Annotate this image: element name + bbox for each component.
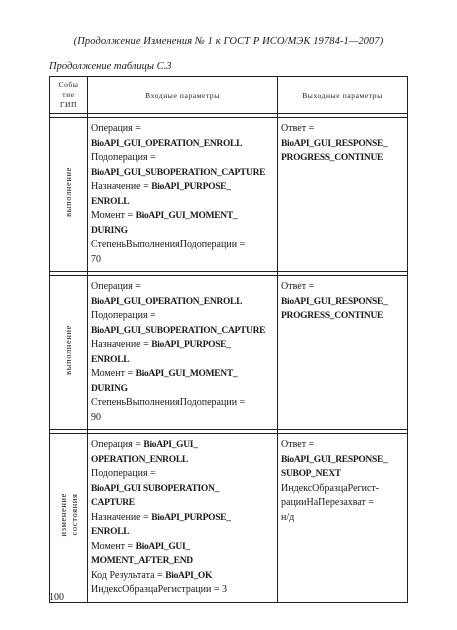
param-constant: BioAPI_GUI_MOMENT_: [135, 369, 238, 379]
event-label: [58, 493, 80, 537]
param-constant: ENROLL: [91, 354, 130, 365]
param-text: Назначение =: [91, 339, 152, 350]
param-text: ИндексОбразцаРегистрации = 3: [91, 584, 228, 595]
param-constant: BioAPI_GUI_SUBOPERATION_CAPTURE: [91, 167, 266, 178]
param-constant: BioAPI_GUI SUBOPERATION_: [91, 483, 220, 494]
param-text: Подоперация =: [91, 468, 156, 479]
param-text: Операция =: [91, 439, 144, 450]
input-params-cell: [88, 276, 278, 430]
param-line: [91, 280, 274, 295]
param-constant: BioAPI_GUI_RESPONSE_: [281, 296, 388, 307]
page-number: 100: [49, 592, 64, 603]
param-text: Ответ =: [281, 123, 315, 134]
param-text: Момент =: [91, 368, 136, 379]
param-text: Назначение =: [91, 181, 152, 192]
param-line: [91, 122, 274, 137]
param-text: н/д: [281, 511, 295, 523]
param-constant: DURING: [91, 225, 128, 236]
param-line: [281, 122, 404, 137]
table-row: [50, 276, 408, 430]
header-event-line: тие: [62, 90, 75, 99]
param-line: [91, 137, 274, 152]
param-text: 70: [91, 253, 101, 265]
param-line: [91, 467, 274, 482]
param-text: Ответ =: [281, 281, 315, 292]
param-text: Ответ =: [281, 439, 315, 450]
param-line: [91, 309, 274, 324]
param-text: рацииНаПерезахват =: [281, 497, 375, 508]
param-constant: CAPTURE: [91, 498, 135, 508]
param-line: [91, 511, 274, 526]
param-constant: BioAPI_GUI_MOMENT_: [135, 211, 238, 221]
event-label-line: состояния: [68, 494, 79, 537]
param-line: [91, 209, 274, 224]
input-params-cell: [88, 118, 278, 272]
param-constant: SUBOP_NEXT: [281, 469, 341, 479]
param-constant: PROGRESS_CONTINUE: [281, 311, 384, 321]
param-line: [91, 253, 274, 268]
param-constant: ENROLL: [91, 527, 130, 537]
param-line: [281, 151, 404, 166]
page-header: (Продолжение Изменения № 1 к ГОСТ Р ИСО/МЭК 19784-1—2007): [73, 36, 384, 47]
param-text: Код Результата =: [91, 569, 166, 581]
input-params-cell: [88, 434, 278, 603]
param-text: СтепеньВыполненияПодоперации =: [91, 397, 246, 408]
param-line: [91, 367, 274, 382]
header-outputs: Выходные параметры: [278, 77, 408, 114]
param-line: [91, 482, 274, 497]
param-line: [281, 295, 404, 310]
param-line: [91, 540, 274, 555]
header-inputs: Входные параметры: [88, 77, 278, 114]
param-line: [91, 180, 274, 195]
header-event-line: ГИП: [60, 100, 77, 109]
param-line: [91, 338, 274, 353]
param-constant: ENROLL: [91, 196, 130, 207]
table-continuation-caption: Продолжение таблицы С.3: [49, 61, 172, 72]
param-text: Момент =: [91, 210, 136, 221]
param-line: [91, 224, 274, 239]
param-line: [281, 280, 404, 295]
param-constant: OPERATION_ENROLL: [91, 454, 188, 465]
param-text: Операция =: [91, 123, 141, 134]
param-constant: DURING: [91, 383, 128, 394]
output-params-cell: [278, 434, 408, 603]
param-constant: MOMENT_AFTER_END: [91, 556, 193, 566]
param-line: [91, 453, 274, 468]
param-text: Подоперация =: [91, 310, 156, 321]
param-line: [91, 166, 274, 181]
param-constant: BioAPI_PURPOSE_: [151, 340, 231, 350]
param-constant: BioAPI_PURPOSE_: [151, 512, 231, 523]
parameters-table: [49, 76, 408, 603]
param-line: [91, 295, 274, 310]
param-text: Момент =: [91, 540, 136, 552]
param-line: [91, 382, 274, 397]
header-event: [50, 77, 88, 114]
param-text: Операция =: [91, 281, 141, 292]
param-line: [91, 569, 274, 584]
event-cell: [50, 434, 88, 603]
param-constant: BioAPI_GUI_RESPONSE_: [281, 454, 388, 465]
param-line: [91, 324, 274, 339]
event-cell: [50, 276, 88, 430]
header-event-line: Собы: [58, 80, 79, 89]
param-constant: BioAPI_OK: [165, 570, 213, 581]
table-row: [50, 434, 408, 603]
event-label-line: изменение: [57, 493, 68, 538]
param-text: 90: [91, 411, 101, 423]
param-constant: BioAPI_GUI_OPERATION_ENROLL: [91, 138, 243, 149]
param-line: [281, 438, 404, 453]
table-row: [50, 118, 408, 272]
param-constant: BioAPI_GUI_SUBOPERATION_CAPTURE: [91, 325, 266, 336]
param-constant: PROGRESS_CONTINUE: [281, 153, 384, 163]
event-label: [63, 325, 74, 375]
param-line: [281, 137, 404, 152]
param-line: [91, 583, 274, 598]
param-line: [91, 438, 274, 453]
param-line: [91, 554, 274, 569]
output-params-cell: [278, 276, 408, 430]
param-line: [91, 525, 274, 540]
param-line: [91, 396, 274, 411]
param-text: Назначение =: [91, 511, 152, 523]
param-line: [91, 151, 274, 166]
param-line: [281, 496, 404, 511]
event-cell: [50, 118, 88, 272]
param-line: [91, 195, 274, 210]
param-constant: BioAPI_GUI_OPERATION_ENROLL: [91, 296, 243, 307]
event-label: [63, 167, 74, 217]
param-line: [281, 467, 404, 482]
param-text: ИндексОбразцаРегист-: [281, 482, 380, 494]
param-line: [281, 309, 404, 324]
param-constant: BioAPI_PURPOSE_: [151, 182, 231, 192]
event-label-line: выполнение: [63, 325, 73, 375]
param-line: [91, 411, 274, 426]
table-header-row: [50, 77, 408, 114]
param-text: Подоперация =: [91, 152, 156, 163]
param-line: [281, 453, 404, 468]
param-constant: BioAPI_GUI_: [135, 541, 190, 552]
param-line: [91, 353, 274, 368]
param-line: [91, 238, 274, 253]
param-text: СтепеньВыполненияПодоперации =: [91, 239, 246, 250]
param-constant: BioAPI_GUI_: [143, 440, 198, 450]
param-line: [91, 496, 274, 511]
output-params-cell: [278, 118, 408, 272]
event-label-line: выполнение: [63, 167, 73, 217]
param-constant: BioAPI_GUI_RESPONSE_: [281, 138, 388, 149]
param-line: [281, 511, 404, 526]
param-line: [281, 482, 404, 497]
